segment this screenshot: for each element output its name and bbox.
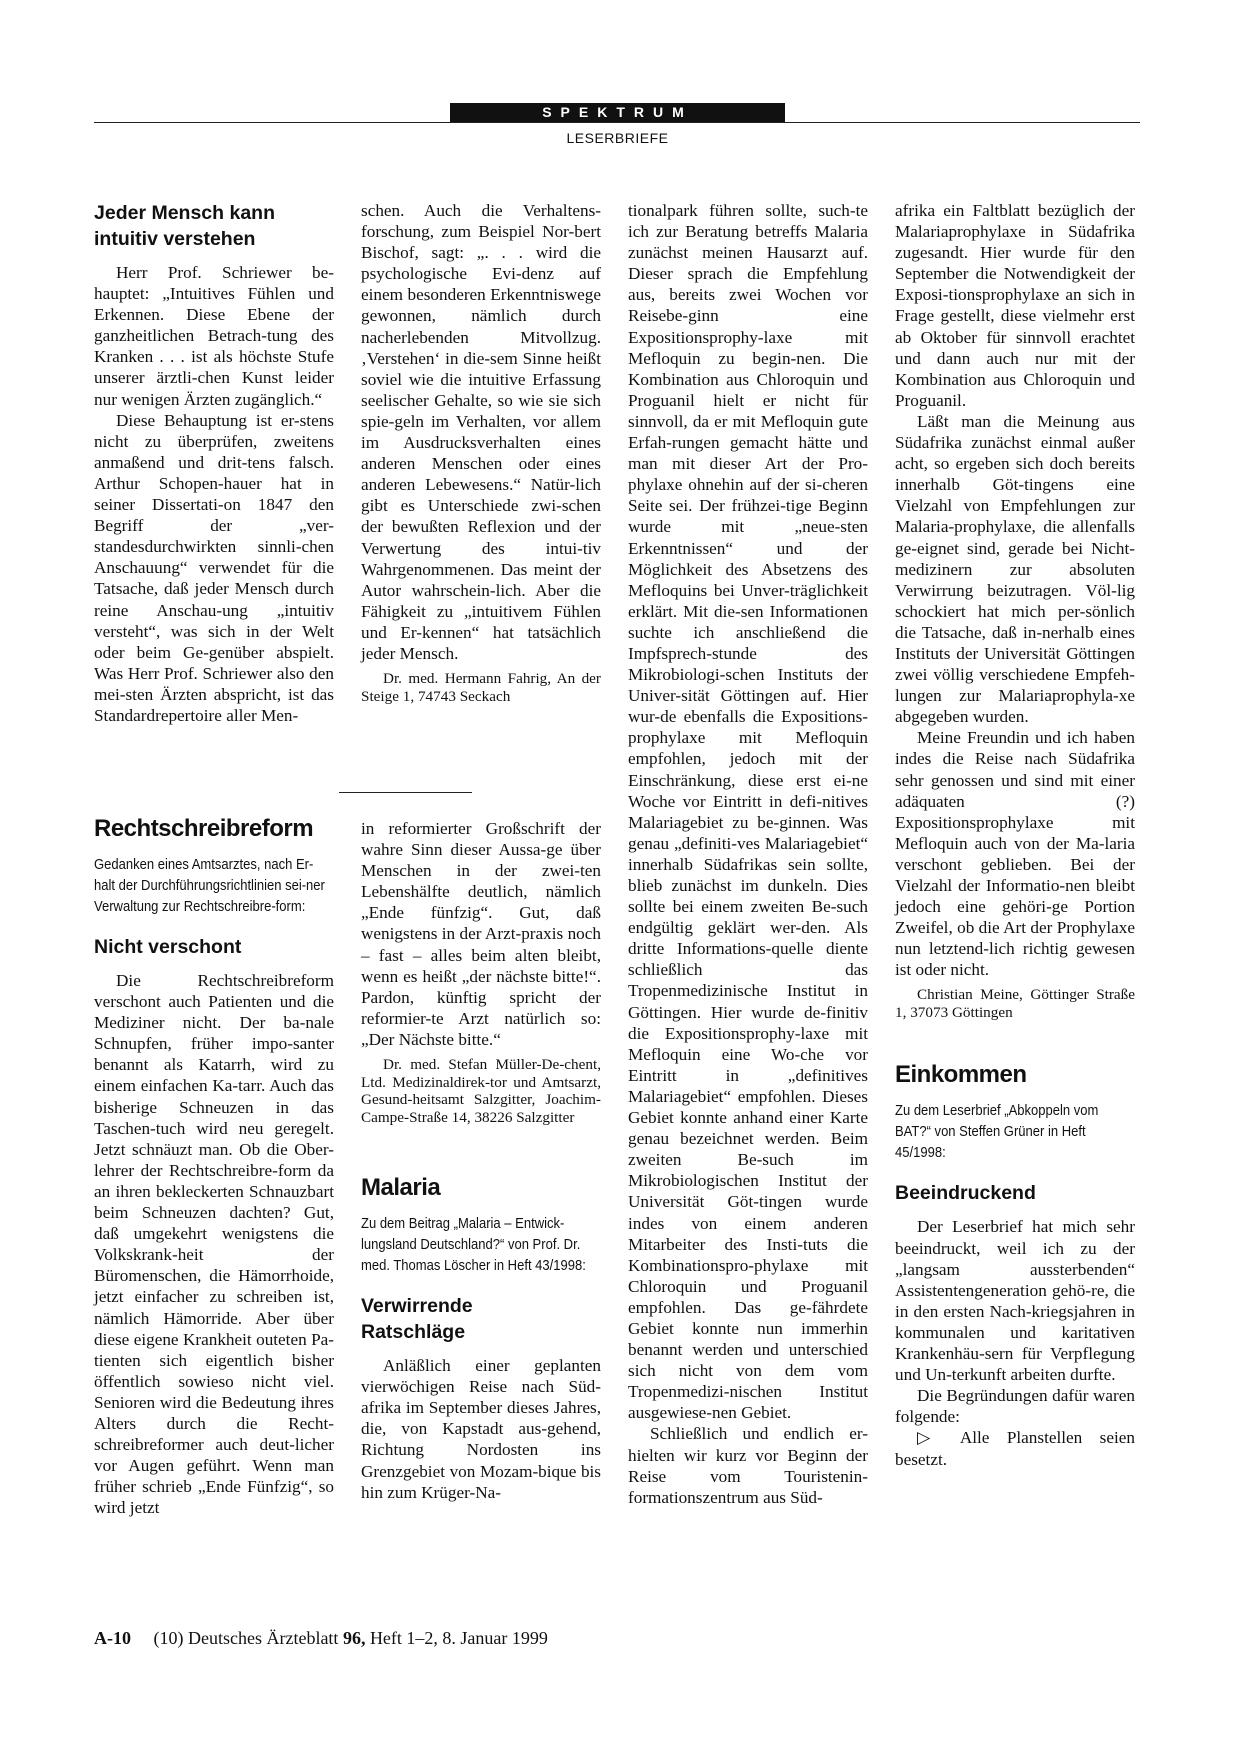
paragraph: Anläßlich einer geplanten vierwöchigen Reise nach Süd-afrika im September dieses Jahres, die, von Kapstadt aus-gehend, Richtung Nordosten ins Grenzgebiet von Mozam-bique bis hin zum Krüger-Na- — [361, 1356, 601, 1502]
article-intro: Zu dem Beitrag „Malaria – Entwick-lungsland Deutschland?“ von Prof. Dr. med. Thomas Löscher in Heft 43/1998: — [361, 1216, 586, 1275]
article-subtitle: Verwirrende Ratschläge — [361, 1295, 473, 1344]
issue-date: Heft 1–2, 8. Januar 1999 — [369, 1628, 548, 1648]
paragraph: tionalpark führen sollte, such-te ich zur Beratung betreffs Malaria zunächst meinen Hausarzt auf. Dieser sprach die Empfehlung aus, bereits zwei Wochen vor Reisebe-ginn eine Expositionsprophy-laxe mit Mefloquin zu begin-nen. Die Kombination aus Chloroquin und Proguanil hielt er nicht für sinnvoll, da er mit Mefloquin gute Erfah-rungen gemacht hätte und man mit dieser Art der Pro-phylaxe ohnehin auf der si-cheren Seite sei. Der frühzei-tige Beginn wurde mit „neue-sten Erkenntnissen“ und der Möglichkeit des Absetzens des Mefloquins bei Unver-träglichkeit erklärt. Mit die-sen Informationen suchte ich anschließend die Impfsprech-stunde des Mikrobiologi-schen Instituts der Univer-sität Göttingen auf. Hier wur-de ebenfalls die Expositions-prophylaxe mit Mefloquin empfohlen, jedoch mit der Einschränkung, diese erst ei-ne Woche vor Eintritt in defi-nitives Malariagebiet zu be-ginnen. Was genau „definiti-ves Malariagebiet“ innerhalb Südafrikas sein sollte, blieb zunächst im dunkeln. Dies sollte bei einem zweiten Be-such endgültig geklärt wer-den. Als dritte Informations-quelle diente schließlich das Tropenmedizinische Institut in Göttingen. Hier wurde de-finitiv die Expositionsprophy-laxe mit Mefloquin eine Wo-che vor Eintritt in „definitives Malariagebiet“ empfohlen. Dieses Gebiet konnte anhand einer Karte genau bezeichnet werden. Beim zweiten Be-such im Mikrobiologischen Institut der Universität Göt-tingen wurde indes von einem anderen Mitarbeiter des Insti-tuts die Kombinationspro-phylaxe mit Chloroquin und Proguanil empfohlen. Das ge-fährdete Gebiet konnte nun immerhin benannt werden und unterschied sich nicht von dem vom Tropenmedizi-nischen Institut ausgewiese-nen Gebiet. — [628, 201, 868, 1423]
column-2 — [361, 200, 601, 705]
article-title: Malaria — [361, 1174, 441, 1202]
signature: Christian Meine, Göttinger Straße 1, 37073 Göttingen — [895, 986, 1135, 1021]
paragraph: Schließlich und endlich er-hielten wir kurz vor Beginn der Reise vom Touristenin-formationszentrum aus Süd- — [628, 1424, 868, 1507]
paragraph: Der Leserbrief hat mich sehr beeindruckt, weil ich zu der „langsam aussterbenden“ Assistentengeneration gehö-re, die in den ersten Nach-kriegsjahren in kommunalen und karitativen Krankenhäu-sern für Verpflegung und Un-terkunft arbeiten durfte. — [895, 1217, 1135, 1385]
column-2-lower — [361, 818, 601, 1503]
article-intro: Zu dem Leserbrief „Abkoppeln vom BAT?“ von Steffen Grüner in Heft 45/1998: — [895, 1103, 1099, 1162]
paragraph: schen. Auch die Verhaltens-forschung, zum Beispiel Nor-bert Bischof, sagt: „. . . wird die psychologische Evi-denz auf einem besonderen Erkenntniswege gewonnen, nämlich durch nacherlebenden Mitvollzug. ‚Verstehen‘ in die-sem Sinne heißt soviel wie die intuitive Erfassung seelischer Gehalte, so wie sie sich spie-geln im Verhalten, vor allem im Ausdrucksverhalten eines anderen Menschen oder eines anderen Lebewesens.“ Natür-lich gibt es Unterschiede zwi-schen der bewußten Reflexion und der Verwertung des intui-tiv Wahrgenommenen. Das meint der Autor wahrschein-lich. Aber die Fähigkeit zu „intuitivem Fühlen und Er-kennen“ hat tatsächlich jeder Mensch. — [361, 201, 601, 663]
paragraph: Die Begründungen dafür waren folgende: — [895, 1386, 1135, 1427]
paragraph: Meine Freundin und ich haben indes die Reise nach Südafrika sehr genossen und sind mit einer adäquaten (?) Expositionsprophylaxe mit Mefloquin auch von der Ma-laria verschont geblieben. Bei der Vielzahl der Informatio-nen bleibt jedoch eine gehöri-ge Portion Zweifel, ob die Art der Prophylaxe nun letztend-lich richtig gewesen ist oder nicht. — [895, 728, 1135, 980]
column-1 — [94, 200, 334, 726]
bullet-item: ▷ Alle Planstellen seien besetzt. — [895, 1428, 1135, 1469]
article-intro: Gedanken eines Amtsarztes, nach Er-halt der Durchführungsrichtlinien sei-ner Verwaltung zur Rechtschreibre-form: — [94, 857, 325, 915]
paragraph: Diese Behauptung ist er-stens nicht zu überprüfen, zweitens anmaßend und drit-tens falsch. Arthur Schopen-hauer hat in seiner Dissertati-on 1847 den Begriff der „ver-standesdurchwirkten sinnli-chen Anschauung“ verwendet für die Tatsache, daß jeder Mensch durch reine Anschau-ung „intuitiv versteht“, was sich in der Welt oder beim Ge-genüber abspielt. Was Herr Prof. Schriewer also den mei-sten Ärzten abspricht, ist das Standardrepertoire aller Men- — [94, 410, 334, 725]
paragraph: afrika ein Faltblatt bezüglich der Malariaprophylaxe in Südafrika zugesandt. Hier wurde für den September die Notwendigkeit der Exposi-tionsprophylaxe an sich in Frage gestellt, diese vielmehr erst ab Oktober für sinnvoll erachtet und dann auch nur mit der Kombination aus Chloroquin und Proguanil. — [895, 201, 1135, 410]
volume-number: 96, — [342, 1628, 366, 1648]
column-3 — [628, 200, 868, 1508]
journal-name: (10) Deutsches Ärzteblatt — [153, 1628, 339, 1648]
article-subtitle: Beeindruckend — [895, 1182, 1036, 1205]
header-rule — [94, 122, 1140, 123]
paragraph: Die Rechtschreibreform verschont auch Patienten und die Mediziner nicht. Der ba-nale Schnupfen, früher impo-santer benannt als Katarrh, wird zu einem einfachen Ka-tarr. Auch das bisherige Schneuzen in das Taschen-tuch wird neu geregelt. Jetzt schnäuzt man. Ob die Ober-lehrer der Rechtschreibre-form da an ihren bekleckerten Schnauzbart beim Schneuzen dachten? Gut, daß umgekehrt wenigstens die Volkskrank-heit der Büromenschen, die Hämorrhoide, jetzt einfacher zu schreiben ist, nämlich Hämorride. Aber über diese eigene Krankheit outeten Pa-tienten sich eigentlich bisher öffentlich sowieso nicht viel. Senioren wird die Bedeutung ihres Alters durch die Recht-schreibreformer auch deut-licher vor Augen geführt. Wenn man früher schrieb „Ende Fünfzig“, so wird jetzt — [94, 971, 334, 1518]
paragraph: Herr Prof. Schriewer be-hauptet: „Intuitives Fühlen und Erkennen. Diese Ebene der ganzheitlichen Betrach-tung des Kranken . . . ist als höchste Stufe unserer ärztli-chen Kunst leider nur wenigen Ärzten zugänglich.“ — [94, 263, 334, 409]
section-header: SPEKTRUM — [450, 103, 785, 122]
article-subtitle: Nicht verschont — [94, 936, 242, 958]
column-4 — [895, 200, 1135, 1470]
article-title: Einkommen — [895, 1061, 1027, 1089]
signature: Dr. med. Stefan Müller-De-chent, Ltd. Medizinaldirek-tor und Amtsarzt, Gesund-heitsamt Salzgitter, Joachim-Campe-Straße 14, 38226 Salzgitter — [361, 1056, 601, 1126]
article-title: Rechtschreibreform — [94, 815, 314, 842]
page-number: A-10 — [94, 1628, 131, 1648]
article-title: Jeder Mensch kann intuitiv verstehen — [94, 202, 275, 250]
paragraph: Läßt man die Meinung aus Südafrika zunächst einmal außer acht, so ergeben sich doch bereits innerhalb Göt-tingens eine Vielzahl von Empfehlungen zur Malaria-prophylaxe, die allenfalls ge-eignet sind, gerade bei Nicht-medizinern zur absoluten Verwirrung beizutragen. Völ-lig schockiert hat mich per-sönlich die Tatsache, daß in-nerhalb eines Instituts der Universität Göttingen zwei völlig verschiedene Empfeh-lungen zur Malariaprophyla-xe abgegeben wurden. — [895, 411, 1135, 727]
signature: Dr. med. Hermann Fahrig, An der Steige 1, 74743 Seckach — [361, 670, 601, 705]
column-1-lower — [94, 815, 334, 1518]
paragraph: in reformierter Großschrift der wahre Sinn dieser Aussa-ge über Menschen in der zwei-ten Lebenshälfte deutlich, nämlich „Ende fünfzig“. Gut, daß wenigstens in der Arzt-praxis noch – fast – alles beim alten bleibt, wenn es heißt „der nächste bitte!“. Pardon, künftig spricht der reformier-te Arzt natürlich so: „Der Nächste bitte.“ — [361, 819, 601, 1049]
subsection-header: LESERBRIEFE — [566, 130, 669, 146]
page-footer — [94, 1628, 548, 1649]
column-divider — [339, 792, 472, 793]
